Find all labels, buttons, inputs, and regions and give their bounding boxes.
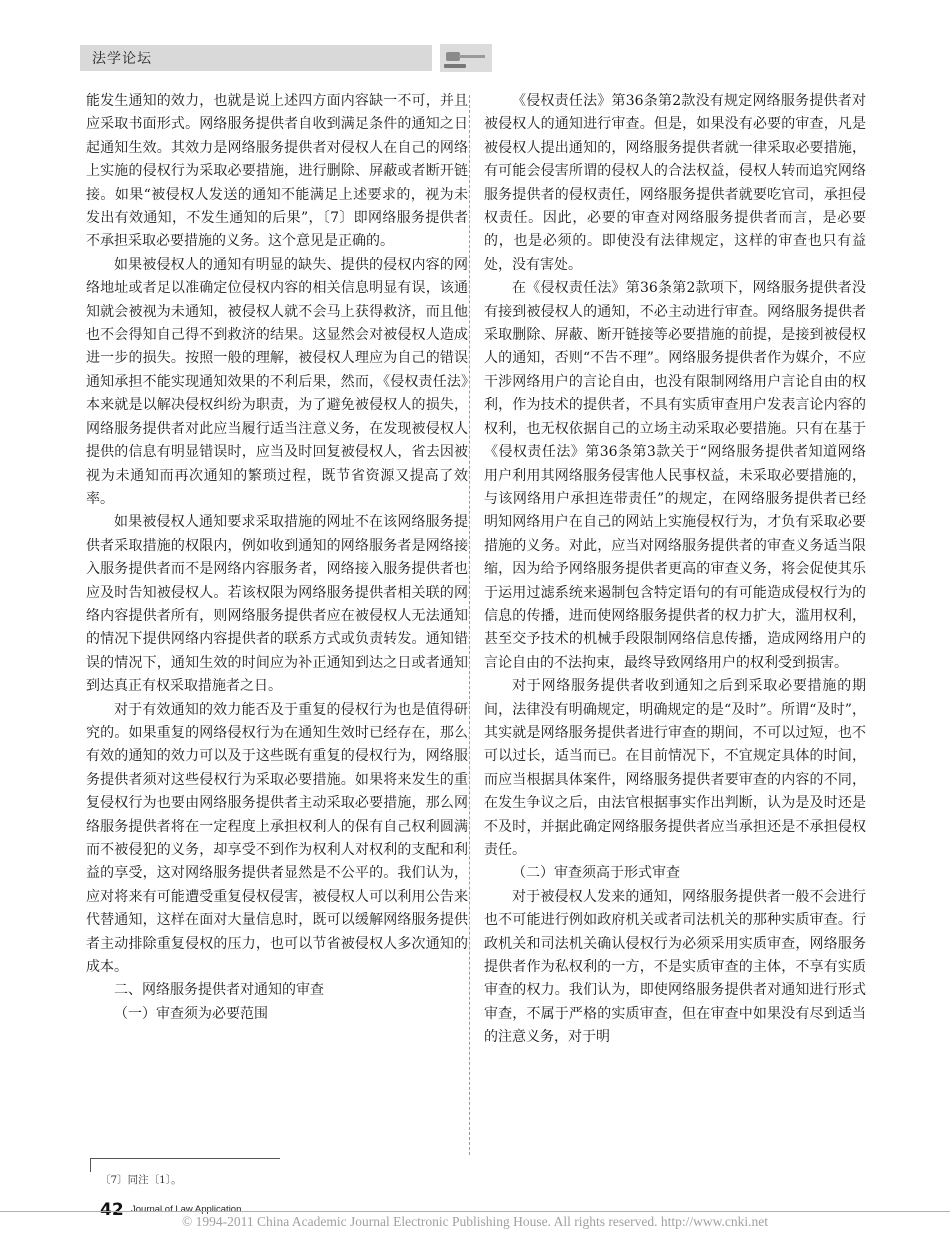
column-divider — [469, 95, 470, 1155]
paragraph: 《侵权责任法》第36条第2款没有规定网络服务提供者对被侵权人的通知进行审查。但是，如果没有必要的审查，凡是被侵权人提出通知的，网络服务提供者就一律采取必要措施，有可能会侵害所谓的侵权人的合法权益，侵权人转而追究网络服务提供者的侵权责任，网络服务提供者就要吃官司，承担侵权责任。因此，必要的审查对网络服务提供者而言，是必要的，也是必须的。即使没有法律规定，这样的审查也只有益处，没有害处。 — [484, 93, 866, 273]
left-column — [86, 90, 468, 1026]
copyright-watermark: © 1994-2011 China Academic Journal Electronic Publishing House. All rights reserved. http://www.cnki.net — [182, 1214, 768, 1229]
page-number: 42 — [100, 1200, 124, 1220]
footnote-rule — [90, 1158, 280, 1159]
paragraph: 对于被侵权人发来的通知，网络服务提供者一般不会进行也不可能进行例如政府机关或者司法机关的那种实质审查。行政机关和司法机关确认侵权行为必须采用实质审查，网络服务提供者作为私权利的一方，不是实质审查的主体，不享有实质审查的权力。我们认为，即使网络服务提供者对通知进行形式审查，不属于严格的实质审查，但在审查中如果没有尽到适当的注意义务，对于明 — [484, 888, 866, 1046]
footer-rule — [0, 1211, 950, 1212]
gavel-icon — [440, 44, 492, 72]
footer-journal-name: Journal of Law Application — [131, 1204, 242, 1215]
paragraph: 对于有效通知的效力能否及于重复的侵权行为也是值得研究的。如果重复的网络侵权行为在通知生效时已经存在，那么有效的通知的效力可以及于这些既有重复的侵权行为，网络服务提供者须对这些侵权行为采取必要措施。如果将来发生的重复侵权行为也要由网络服务提供者主动采取必要措施，那么网络服务提供者将在一定程度上承担权利人的保有自己权利圆满而不被侵犯的义务，却享受不到作为权利人对权利的支配和利益的享受，这对网络服务提供者显然是不公平的。我们认为，应对将来有可能遭受重复侵权侵害，被侵权人可以利用公告来代替通知，这样在面对大量信息时，既可以缓解网络服务提供者主动排除重复侵权的压力，也可以节省被侵权人多次通知的成本。 — [86, 701, 468, 976]
paragraph: 能发生通知的效力，也就是说上述四方面内容缺一不可，并且应采取书面形式。网络服务提供者自收到满足条件的通知之日起通知生效。其效力是网络服务提供者对侵权人在自己的网络上实施的侵权行为采取必要措施，进行删除、屏蔽或者断开链接。如果“被侵权人发送的通知不能满足上述要求的，视为未发出有效通知，不发生通知的后果”，〔7〕即网络服务提供者不承担采取必要措施的义务。这个意见是正确的。 — [86, 93, 468, 250]
footnote-rule-tick — [90, 1158, 91, 1172]
paragraph: 如果被侵权人的通知有明显的缺失、提供的侵权内容的网络地址或者足以准确定位侵权内容的相关信息明显有误，该通知就会被视为未通知，被侵权人就不会马上获得救济，而且他也不会得知自己得不到救济的结果。这显然会对被侵权人造成进一步的损失。按照一般的理解，被侵权人理应为自己的错误通知承担不能实现通知效果的不利后果，然而，《侵权责任法》本来就是以解决侵权纠纷为职责，为了避免被侵权人的损失，网络服务提供者对此应当履行适当注意义务，在发现被侵权人提供的信息有明显错误时，应当及时回复被侵权人，省去因被视为未通知而再次通知的繁琐过程，既节省资源又提高了效率。 — [86, 256, 468, 507]
subsection-heading: （二）审查须高于形式审查 — [512, 865, 680, 882]
paragraph: 在《侵权责任法》第36条第2款项下，网络服务提供者没有接到被侵权人的通知，不必主动进行审查。网络服务提供者采取删除、屏蔽、断开链接等必要措施的前提，是接到被侵权人的通知，否则“不告不理”。网络服务提供者作为媒介，不应干涉网络用户的言论自由，也没有限制网络用户言论自由的权利，作为技术的提供者，不具有实质审查用户发表言论内容的权利，也无权依据自己的立场主动采取必要措施。只有在基于《侵权责任法》第36条第3款关于“网络服务提供者知道网络用户利用其网络服务侵害他人民事权益，未采取必要措施的，与该网络用户承担连带责任”的规定，在网络服务提供者已经明知网络用户在自己的网站上实施侵权行为，才负有采取必要措施的义务。对此，应当对网络服务提供者的审查义务适当限缩，因为给予网络服务提供者更高的审查义务，将会促使其乐于运用过滤系统来遏制包含特定语句的有可能造成侵权行为的信息的传播，进而使网络服务提供者的权力扩大，滥用权利，甚至交予技术的机械手段限制网络信息传播，造成网络用户的言论自由的不法拘束，最终导致网络用户的权利受到损害。 — [484, 280, 866, 671]
footnote: 〔7〕同注〔1〕。 — [100, 1174, 182, 1186]
paragraph: 对于网络服务提供者收到通知之后到采取必要措施的期间，法律没有明确规定，明确规定的是“及时”。所谓“及时”，其实就是网络服务提供者进行审查的期间，不可以过短，也不可以过长，适当而已。在目前情况下，不宜规定具体的时间，而应当根据具体案件，网络服务提供者要审查的内容的不同，在发生争议之后，由法官根据事实作出判断，认为是及时还是不及时，并据此确定网络服务提供者应当承担还是不承担侵权责任。 — [484, 678, 866, 858]
paragraph: 如果被侵权人通知要求采取措施的网址不在该网络服务提供者采取措施的权限内，例如收到通知的网络服务者是网络接入服务提供者而不是网络内容服务者，网络接入服务提供者也应及时告知被侵权人。若该权限为网络服务提供者相关联的网络内容提供者所有，则网络服务提供者应在被侵权人无法通知的情况下提供网络内容提供者的联系方式或负责转发。通知错误的情况下，通知生效的时间应为补正通知到达之日或者通知到达真正有权采取措施者之日。 — [86, 514, 468, 695]
section-heading: 二、网络服务提供者对通知的审查 — [114, 982, 324, 999]
subsection-heading: （一）审查须为必要范围 — [114, 1005, 268, 1022]
right-column — [484, 90, 866, 1050]
journal-name: 法学论坛 — [92, 51, 152, 67]
